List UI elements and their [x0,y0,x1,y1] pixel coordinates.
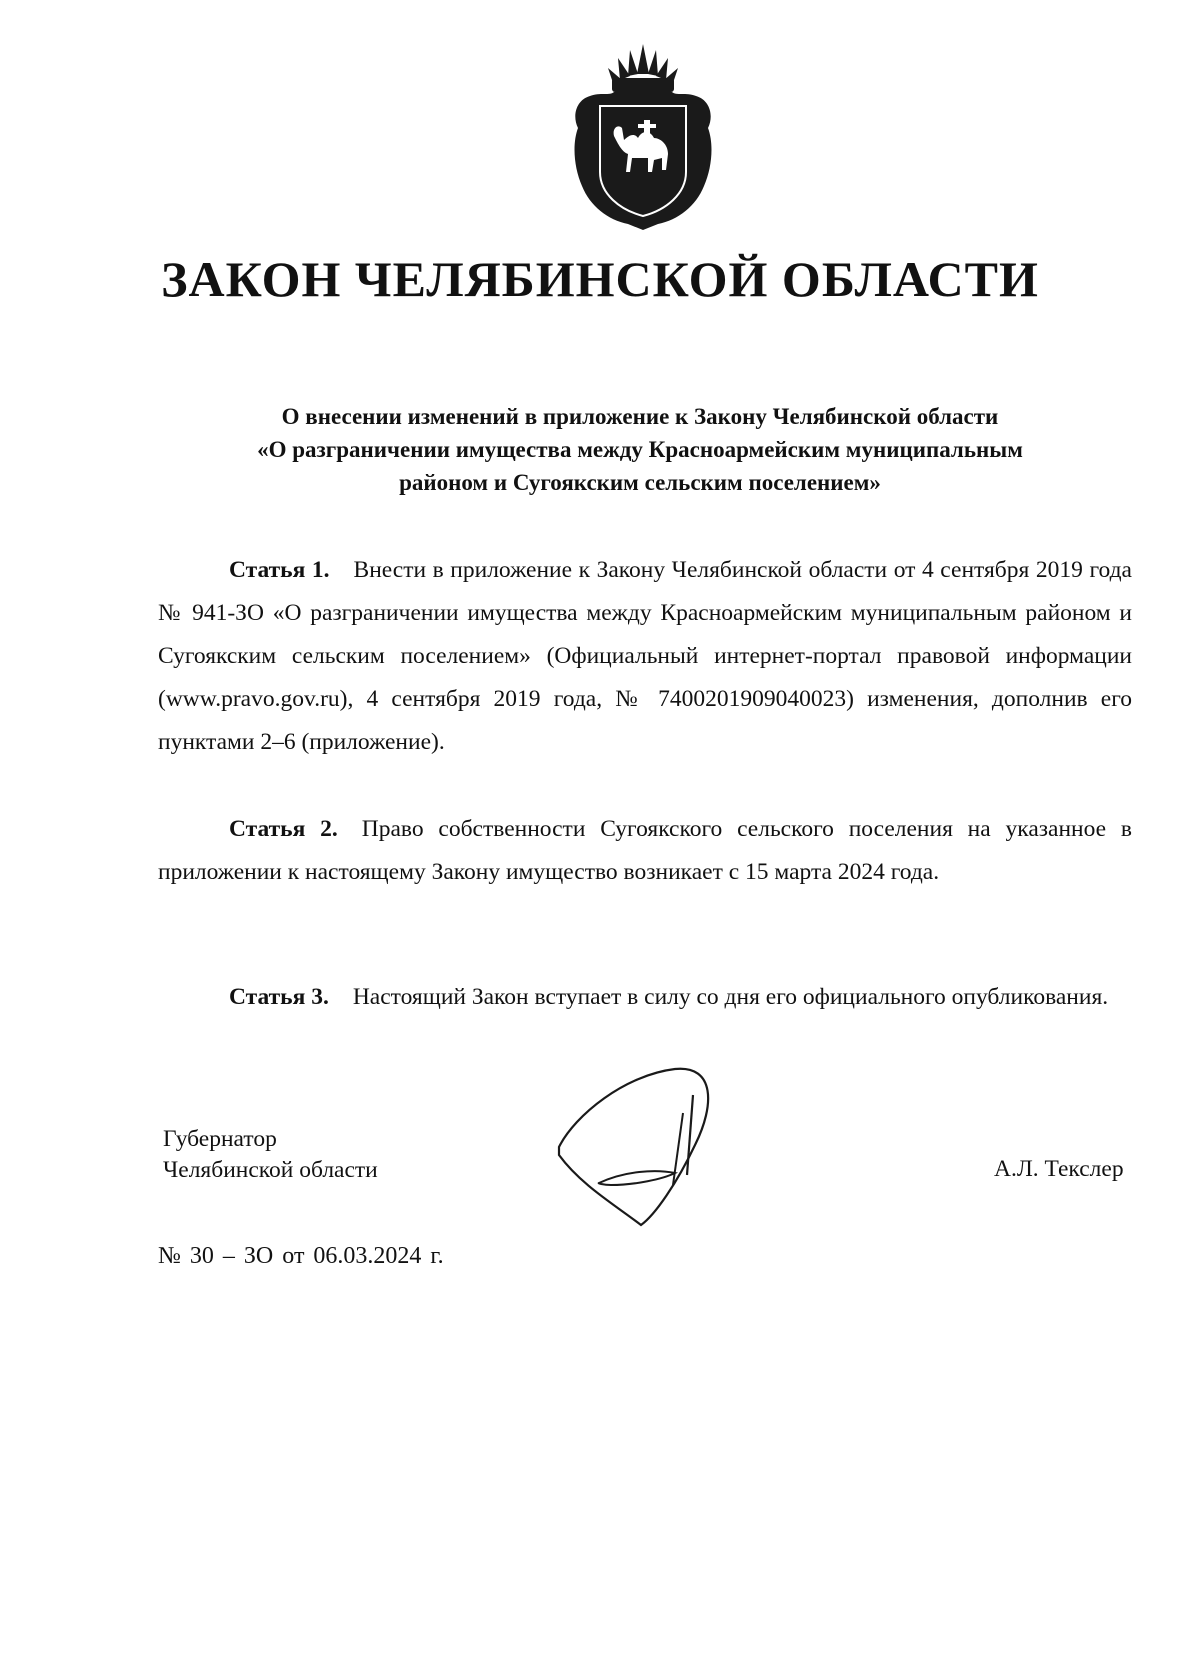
article-label: Статья 2. [229,816,338,842]
article-2 [158,808,1132,894]
coat-of-arms-icon [568,44,718,230]
subtitle-line: «О разграничении имущества между Красноармейским муниципальным [257,437,1023,462]
article-label: Статья 3. [229,984,329,1010]
signatory-title-line: Губернатор [163,1126,277,1152]
article-text: Внести в приложение к Закону Челябинской области от 4 сентября 2019 года № 941-ЗО «О разграничении имущества между Красноармейским муниципальным районом и Сугоякским сельским поселением» (Официальный интернет-портал правовой информации (www.pravo.gov.ru), 4 сентября 2019 года, № 7400201909040023) изменения, дополнив его пунктами 2–6 (приложение). [158,557,1132,755]
article-text: Настоящий Закон вступает в силу со дня его официального опубликования. [352,984,1109,1010]
article-text: Право собственности Сугоякского сельского поселения на указанное в приложении к настоящему Закону имущество возникает с 15 марта 2024 года. [158,816,1132,885]
article-label: Статья 1. [229,557,330,583]
law-number-date: № 30 – ЗО от 06.03.2024 г. [158,1243,444,1269]
subtitle-line: районом и Сугоякским сельским поселением» [399,470,881,495]
signature [545,1055,745,1235]
law-subtitle [150,400,1130,499]
signatory-name: А.Л. Текслер [994,1156,1124,1182]
article-1 [158,549,1132,764]
law-title: ЗАКОН ЧЕЛЯБИНСКОЙ ОБЛАСТИ [161,251,1039,307]
signatory-title-line: Челябинской области [163,1157,378,1183]
signatory-title [163,1124,378,1186]
article-3 [158,976,1132,1019]
subtitle-line: О внесении изменений в приложение к Закону Челябинской области [281,404,999,429]
